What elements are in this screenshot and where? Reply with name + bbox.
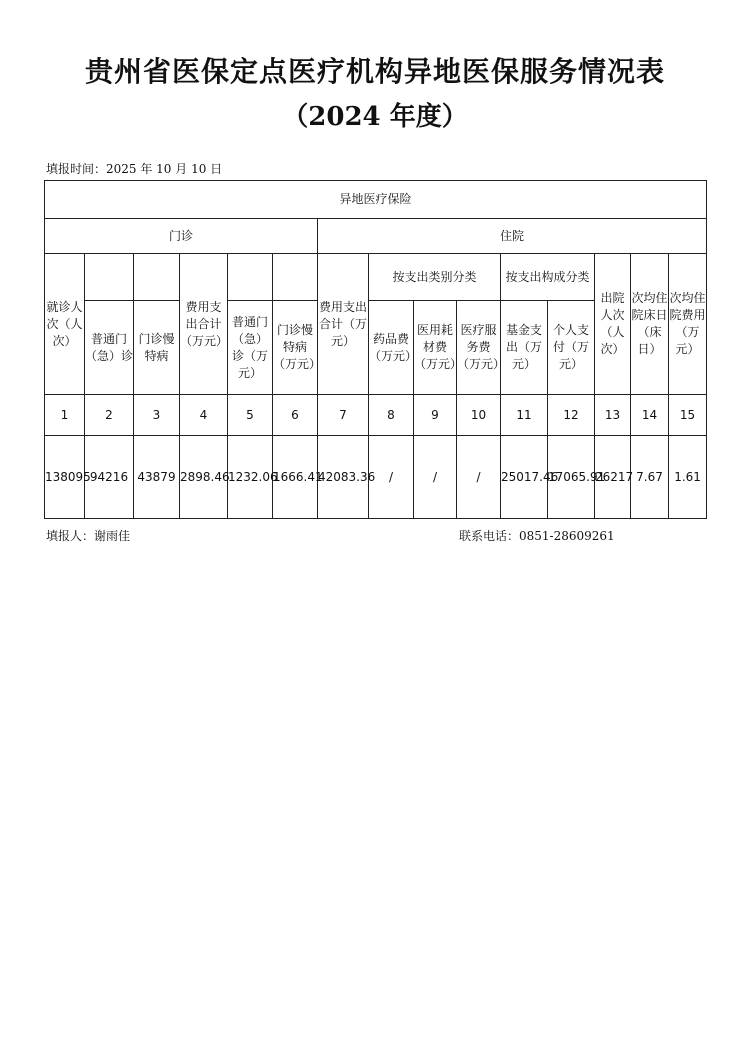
column-number: 1 [45, 395, 85, 436]
document-subtitle: （2024 年度） [282, 102, 468, 132]
col-outpatient-total: 费用支出合计（万元） [180, 254, 228, 395]
column-number: 15 [669, 395, 707, 436]
contact-phone: 联系电话：0851-28609261 [459, 529, 615, 543]
column-number: 4 [180, 395, 228, 436]
col-personal-payment: 个人支付（万元） [548, 301, 595, 395]
col-inpatient-total: 费用支出合计（万元） [318, 254, 369, 395]
col-avg-cost: 次均住院费用（万元） [669, 254, 707, 395]
column-number: 11 [501, 395, 548, 436]
service-table [44, 180, 707, 519]
header-remote-insurance: 异地医疗保险 [45, 181, 707, 219]
value-cell: 138095 [45, 436, 85, 519]
header-inpatient: 住院 [318, 219, 707, 254]
col-service-cost: 医疗服务费（万元） [457, 301, 501, 395]
col-consumables-cost: 医用耗材费（万元） [414, 301, 457, 395]
column-number: 13 [595, 395, 631, 436]
column-number: 5 [228, 395, 273, 436]
value-cell: / [369, 436, 414, 519]
column-number: 9 [414, 395, 457, 436]
filler-name: 填报人：谢雨佳 [46, 529, 131, 543]
value-cell: 43879 [134, 436, 180, 519]
document-title: 贵州省医保定点医疗机构异地医保服务情况表 [84, 55, 665, 88]
value-cell: 17065.91 [548, 436, 595, 519]
value-cell: 1.61 [669, 436, 707, 519]
fill-date: 填报时间：2025 年 10 月 10 日 [46, 162, 223, 176]
value-cell: 1666.41 [273, 436, 318, 519]
value-cell: 26217 [595, 436, 631, 519]
column-number: 7 [318, 395, 369, 436]
column-number: 3 [134, 395, 180, 436]
value-cell: 94216 [85, 436, 134, 519]
value-cell: / [414, 436, 457, 519]
value-cell: 42083.36 [318, 436, 369, 519]
value-cell: 2898.46 [180, 436, 228, 519]
header-by-composition: 按支出构成分类 [501, 254, 595, 301]
col-avg-bed-days: 次均住院床日（床日） [631, 254, 669, 395]
column-number: 8 [369, 395, 414, 436]
col-fund-expenditure: 基金支出（万元） [501, 301, 548, 395]
col-chronic-disease: 门诊慢特病 [134, 301, 180, 395]
col-chronic-disease-cost: 门诊慢特病（万元） [273, 301, 318, 395]
value-cell: 1232.06 [228, 436, 273, 519]
value-cell: 7.67 [631, 436, 669, 519]
value-cell: 25017.46 [501, 436, 548, 519]
column-number: 12 [548, 395, 595, 436]
header-by-category: 按支出类别分类 [369, 254, 501, 301]
col-general-outpatient: 普通门（急）诊 [85, 301, 134, 395]
value-cell: / [457, 436, 501, 519]
header-outpatient: 门诊 [45, 219, 318, 254]
column-number: 6 [273, 395, 318, 436]
col-drug-cost: 药品费（万元） [369, 301, 414, 395]
column-number: 14 [631, 395, 669, 436]
col-visits: 就诊人次（人次） [45, 254, 85, 395]
col-general-outpatient-cost: 普通门（急）诊（万元） [228, 301, 273, 395]
column-number: 2 [85, 395, 134, 436]
column-number: 10 [457, 395, 501, 436]
col-discharges: 出院人次（人次） [595, 254, 631, 395]
